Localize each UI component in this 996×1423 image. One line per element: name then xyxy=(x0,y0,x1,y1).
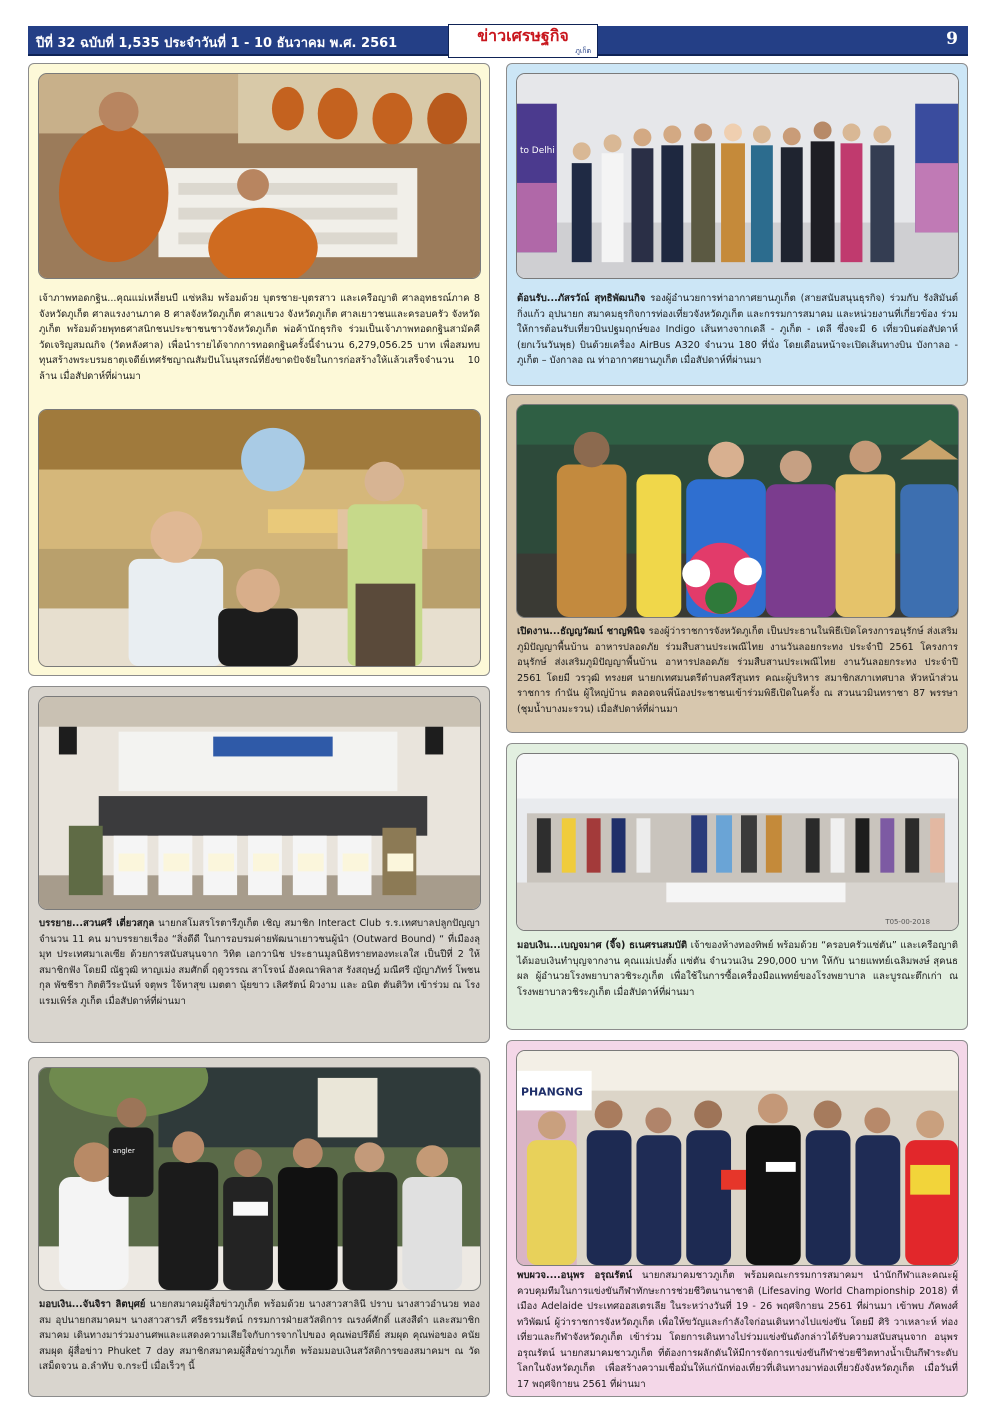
story-journalists xyxy=(28,1057,490,1397)
issue-line: ปีที่ 32 ฉบับที่ 1,535 ประจำวันที่ 1 - 10 ธันวาคม พ.ศ. 2561 xyxy=(36,36,398,51)
story-donation-hospital xyxy=(506,743,968,1030)
caption-journalists-lead: มอบเงิน...จันจิรา ลิตบุศย์ xyxy=(39,1299,146,1310)
photo-festival-opening xyxy=(516,404,959,618)
sign-text: PHANGNG xyxy=(520,1085,583,1099)
page-header xyxy=(28,26,968,56)
photo-journalists xyxy=(38,1067,481,1291)
story-lifesaving xyxy=(506,1040,968,1397)
photo-kathin-monks xyxy=(38,73,481,279)
story-interact xyxy=(28,686,490,1043)
photo-donation-hospital xyxy=(516,753,959,931)
photo-kathin-donors xyxy=(38,409,481,667)
photo-indigo-welcome xyxy=(516,73,959,279)
caption-interact: บรรยาย...สวนศรี เตี่ยวสกุล นายกสโมสรโรตารีภูเก็ต เชิญ สมาชิก Interact Club ร.ร.เทศบาลปลูกปัญญา จำนวน 11 คน มาบรรยายเรื่อง “สิ่งดีดี ในการอบรมค่ายพัฒนาเยาวชนผู้นำ (Outward Bound) “ ที่เมืองลุมุท ประเทศมาเลเซีย ด้วยการสนับสนุนจาก วิทิต เอกวานิช ประธานมูลนิธิทรายทองทะเลใส เป็นปีที่ 2 ให้สมาชิกฟัง โดยมี ณัฐวุฒิ หาญเม่ง สมศักดิ์ ฤดูวรรณ สาโรจน์ อังคณาพิลาส รังสฤษฎ์ มณีศรี ญัญาภัทร์ โพชนกุล พัชชีรา กิตติวีระนันท์ จตุพร ใจ้หาสุข เมตตา นุ้ยขาว เลิศรัตน์ ผิวงาม และ อนิต ตันติวิท เข้าร่วม ณ โรงแรมเพิร์ล ภูเก็ต เมื่อสัปดาห์ที่ผ่านมา xyxy=(39,918,481,1007)
masthead-title: ข่าวเศรษฐกิจ xyxy=(477,26,569,45)
caption-festival-lead: เปิดงาน...ธัญญวัฒน์ ชาญพินิจ xyxy=(517,626,646,637)
story-indigo xyxy=(506,63,968,386)
story-festival xyxy=(506,394,968,733)
photo-interact-group xyxy=(38,696,481,910)
caption-journalists: มอบเงิน...จันจิรา ลิตบุศย์ นายกสมาคมผู้สื่อข่าวภูเก็ต พร้อมด้วย นางสาวสาลินี ปราบ นางสาวอำนวย ทองสม อุปนายกสมาคมฯ นางสาวสารภี ศรีธรรมรัตน์ กรรมการฝ่ายสวัสดิการ ณรงค์ศักดิ์ แสงสีดำ และสมาชิกสมาคม เดินทางมาร่วมงานศพและแสดงความเสียใจกับการจากไปของ คุณพ่อปรีดีย์ สมผุด คุณพ่อของ คนัย สมผุด ผู้สื่อข่าว Phuket 7 day สมาชิกสมาคมผู้สื่อข่าวภูเก็ต พร้อมมอบเงินสวัสดิการของสมาคมฯ ณ วัดเสม็ดจวน อ.ลำทับ จ.กระบี่ เมื่อเร็วๆ นี้ xyxy=(39,1299,480,1372)
caption-donation-hospital-lead: มอบเงิน...เบญจมาศ (จี๊จ) ธเนศรนสมบัติ xyxy=(517,940,688,951)
caption-kathin: เจ้าภาพทอดกฐิน...คุณแม่เหลี่ยนบี แซ่หลิม พร้อมด้วย บุตรชาย-บุตรสาว และเครือญาติ ศาลอุทธรณ์ภาค 8 จังหวัดภูเก็ต ศาลแรงงานภาค 8 ศาลจังหวัดภูเก็ต ศาลแขวง จังหวัดภูเก็ต ศาลเยาวชนและครอบครัว จังหวัดภูเก็ต พร้อมด้วยพุทธศาสนิกชนประชาชนชาวจังหวัดภูเก็ต พ่อค้านักธุรกิจ ร่วมเป็นเจ้าภาพทอดกฐินสามัคคีวัดเจริญสมณกิจ (วัดหลังศาล) เพื่อนำรายได้จากการทอดกฐินครั้งนี้จำนวน 6,279,056.25 บาท เพื่อสมทบทุนสร้างพระบรมธาตุเจดีย์เทศรัชญาณสัมปันโนนุสรณ์ที่ยังขาดปัจจัยในการก่อสร้างให้แล้วเสร็จจำนวน 10 ล้าน เมื่อสัปดาห์ที่ผ่านมา xyxy=(39,293,480,382)
page-number: 9 xyxy=(946,29,958,49)
caption-donation-hospital: มอบเงิน...เบญจมาศ (จี๊จ) ธเนศรนสมบัติ เจ้าของห้างทองทิพย์ พร้อมด้วย “ครอบครัวแซ่ตัน” และเครือญาติ ได้มอบเงินทำบุญจากงาน คุณแม่เปงตั้ง แซ่ตัน จำนวนเงิน 290,000 บาท ให้กับ นายแพทย์เฉลิมพงษ์ สุคนธผล ผู้อำนวยโรงพยาบาลวชิระภูเก็ต เพื่อใช้ในการซื้อเครื่องมือแพทย์ของโรงพยาบาล และบูรณะตึกเก่า ณ โรงพยาบาลวชิระภูเก็ต เมื่อสัปดาห์ที่ผ่านมา xyxy=(517,940,958,998)
masthead-logo xyxy=(448,24,598,58)
caption-lifesaving: พบผวจ....อนุพร อรุณรัตน์ นายกสมาคมชาวภูเก็ต พร้อมคณะกรรมการสมาคมฯ นำนักกีฬาและคณะผู้ควบคุมทีมในการแข่งขันกีฬาทักษะการช่วยชีวิตนานาชาติ (Lifesaving World Championship 2018) ที่เมือง Adelaide ประเทศออสเตรเลีย ในระหว่างวันที่ 19 - 26 พฤศจิกายน 2561 ที่ผ่านมา เข้าพบ ภัคพงศ์ ทวิพัฒน์ ผู้ว่าราชการจังหวัดภูเก็ต เพื่อให้ขวัญและกำลังใจก่อนเดินทางไปแข่งขัน โดยมี ศิริ วาเหลาะห์ ท่องเที่ยวและกีฬาจังหวัดภูเก็ต เข้าร่วม โดยการเดินทางไปร่วมแข่งขันดังกล่าวได้รับความสนับสนุนจาก อนุพร อรุณรัตน์ นายกสมาคมชาวภูเก็ต ที่ต้องการผลักดันให้มีการจัดการแข่งขันกีฬาช่วยชีวิตทางน้ำเป็นกีฬาระดับโลกในจังหวัดภูเก็ต เพื่อสร้างความเชื่อมั่นให้แก่นักท่องเที่ยวที่เดินทางมาท่องเที่ยวยังจังหวัดภูเก็ต เมื่อวันที่ 17 พฤศจิกายน 2561 ที่ผ่านมา xyxy=(517,1270,959,1390)
story-kathin xyxy=(28,63,490,676)
photo-lifesaving xyxy=(516,1050,959,1266)
caption-indigo-lead: ต้อนรับ...ภัสรวัณ์ สุทธิพัฒนกิจ xyxy=(517,293,646,304)
masthead-subtitle: ภูเก็ต xyxy=(575,47,591,55)
caption-festival: เปิดงาน...ธัญญวัฒน์ ชาญพินิจ รองผู้ว่าราชการจังหวัดภูเก็ต เป็นประธานในพิธีเปิดโครงการอนุรักษ์ ส่งเสริมภูมิปัญญาพื้นบ้าน อาหารปลอดภัย ร่วมสืบสานประเพณีไทย งานวันลอยกระทง ประจำปี 2561 โครงการอนุรักษ์ ส่งเสริมภูมิปัญญาพื้นบ้าน อาหารปลอดภัย ร่วมสืบสานประเพณีไทย งานวันลอยกระทง ประจำปี 2561 โดยมี วรวุฒิ ทรงยศ นายกเทศมนตรีตำบลศรีสุนทร คณะผู้บริหาร สมาชิกสภาเทศบาล หัวหน้าส่วนราชการ กำนัน ผู้ใหญ่บ้าน ตลอดจนพี่น้องประชาชนเข้าร่วมพิธีเปิดในครั้ง ณ สวนนวมินทราชา 87 พรรษา (ชุมน้ำบางมะรวน) เมื่อสัปดาห์ที่ผ่านมา xyxy=(517,626,958,715)
caption-indigo: ต้อนรับ...ภัสรวัณ์ สุทธิพัฒนกิจ รองผู้อำนวยการท่าอากาศยานภูเก็ต (สายสนับสนุนธุรกิจ) ร่วมกับ รังสิมันต์ กิ่งแก้ว อุปนายก สมาคมธุรกิจการท่องเที่ยวจังหวัดภูเก็ต และกรรมการสมาคม และหน่วยงานที่เกี่ยวข้อง ร่วมให้การต้อนรับเที่ยวบินปฐมฤกษ์ของ Indigo เส้นทางจากเดลี - ภูเก็ต - เดลี ซึ่งจะมี 6 เที่ยวบินต่อสัปดาห์ (ยกเว้นวันพุธ) บินด้วยเครื่อง AirBus A320 จำนวน 180 ที่นั่ง โดยเดือนหน้าจะเปิดเส้นทางบิน บังกาลอ - ภูเก็ต – บังกาลอ ณ ท่าอากาศยานภูเก็ต เมื่อสัปดาห์ที่ผ่านมา xyxy=(517,293,959,366)
caption-interact-lead: บรรยาย...สวนศรี เตี่ยวสกุล xyxy=(39,918,155,929)
caption-lifesaving-lead: พบผวจ....อนุพร อรุณรัตน์ xyxy=(517,1270,633,1281)
banner-left-text: to Delhi xyxy=(519,146,555,157)
shirt-text: angler xyxy=(112,1147,135,1156)
photo-stamp: T05-00-2018 xyxy=(885,918,931,927)
